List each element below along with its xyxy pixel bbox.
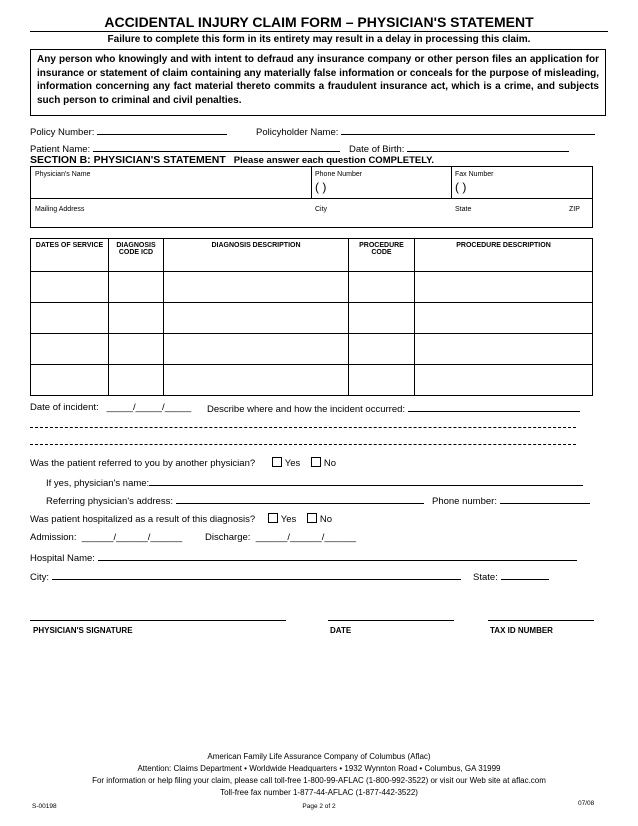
date-label: DATE [330, 626, 352, 635]
footer-fax: Toll-free fax number 1-877-44-AFLAC (1-877-442-3522) [220, 788, 418, 797]
referring-address-row: Referring physician's address: [46, 494, 424, 507]
hospitalized-yes-checkbox[interactable] [268, 513, 278, 523]
describe-incident-row: Describe where and how the incident occurred: [207, 402, 580, 415]
date-of-birth-label: Date of Birth: [349, 142, 569, 155]
fax-number-label: Fax Number [455, 171, 494, 178]
fax-number-field[interactable]: ( ) [455, 180, 467, 194]
date-of-incident-field[interactable]: _____/_____/_____ [106, 402, 192, 413]
discharge-row: Discharge: ______/______/______ [205, 532, 357, 543]
page-number: Page 2 of 2 [302, 803, 336, 810]
header-diagnosis-code: DIAGNOSIS CODE ICD [109, 239, 164, 272]
describe-incident-field[interactable] [408, 402, 580, 412]
tax-id-label: TAX ID NUMBER [490, 626, 553, 635]
describe-line-2[interactable] [30, 427, 576, 428]
table-row [31, 303, 593, 334]
hospital-name-field[interactable] [98, 551, 577, 561]
table-row [31, 334, 593, 365]
referred-yes-checkbox[interactable] [272, 457, 282, 467]
phone-number-field[interactable]: ( ) [315, 180, 327, 194]
city-label: City [315, 206, 328, 213]
section-b-heading: SECTION B: PHYSICIAN'S STATEMENT Please answer each question COMPLETELY. [30, 154, 435, 166]
form-subtitle: Failure to complete this form in its entirety may result in a delay in processing this claim. [107, 34, 531, 45]
patient-name-field[interactable] [93, 142, 340, 152]
physician-signature-line[interactable] [30, 620, 286, 621]
state-label: State [455, 206, 472, 213]
referring-address-field[interactable] [176, 494, 424, 504]
referred-question: Was the patient referred to you by another physician? Yes No [30, 458, 337, 469]
physician-name-label: Physician's Name [35, 171, 91, 178]
physician-info-box [30, 166, 593, 228]
table-row [31, 365, 593, 396]
state-row: State: [473, 570, 549, 583]
describe-line-3[interactable] [30, 444, 576, 445]
referring-physician-name-field[interactable] [149, 476, 583, 486]
mailing-address-label: Mailing Address [35, 206, 85, 213]
table-row [31, 272, 593, 303]
footer-help: For information or help filing your claim, please call toll-free 1-800-99-AFLAC (1-800-992-3522) or visit our Web site at aflac.com [92, 776, 546, 785]
referring-phone-field[interactable] [500, 494, 590, 504]
title-rule [30, 31, 608, 32]
policyholder-name-field[interactable] [341, 125, 595, 135]
hospital-city-field[interactable] [52, 570, 461, 580]
patient-name-label: Patient Name: [30, 142, 340, 155]
admission-date-field[interactable]: ______/______/______ [81, 532, 183, 543]
diagnosis-table [30, 238, 593, 396]
form-code: S-00198 [32, 803, 57, 810]
date-of-birth-field[interactable] [407, 142, 569, 152]
hospitalized-no-checkbox[interactable] [307, 513, 317, 523]
physician-signature-label: PHYSICIAN'S SIGNATURE [33, 626, 133, 635]
hospital-state-field[interactable] [501, 570, 549, 580]
discharge-date-field[interactable]: ______/______/______ [255, 532, 357, 543]
tax-id-line[interactable] [488, 620, 594, 621]
header-procedure-code: PROCEDURE CODE [349, 239, 415, 272]
fraud-warning: Any person who knowingly and with intent to defraud any insurance company or other person files an application for insurance or statement of claim containing any materially false information or conceals for the purpose of misleading, information concerning any fact material thereto commits a fraudulent insurance act, which is a crime, and subjects such person to criminal and civil penalties. [30, 49, 606, 116]
date-line[interactable] [328, 620, 454, 621]
phone-number-label: Phone Number [315, 171, 363, 178]
form-title: ACCIDENTAL INJURY CLAIM FORM – PHYSICIAN'S STATEMENT [104, 14, 534, 30]
footer-company: American Family Life Assurance Company of Columbus (Aflac) [207, 752, 431, 761]
if-yes-name-row: If yes, physician's name: [46, 476, 583, 489]
policy-number-field[interactable] [97, 125, 227, 135]
policyholder-name-label: Policyholder Name: [256, 125, 595, 138]
city-row: City: [30, 570, 461, 583]
referred-no-checkbox[interactable] [311, 457, 321, 467]
header-dates-of-service: DATES OF SERVICE [31, 239, 109, 272]
date-of-incident-row: Date of incident: _____/_____/_____ [30, 402, 192, 413]
hospitalized-question: Was patient hospitalized as a result of this diagnosis? Yes No [30, 514, 333, 525]
footer-address: Attention: Claims Department • Worldwide Headquarters • 1932 Wynnton Road • Columbus, GA 31999 [137, 764, 501, 773]
header-procedure-description: PROCEDURE DESCRIPTION [415, 239, 593, 272]
hospital-name-row: Hospital Name: [30, 551, 577, 564]
policy-number-label: Policy Number: [30, 125, 227, 138]
form-version: 07/08 [578, 800, 595, 807]
referring-phone-row: Phone number: [432, 494, 590, 507]
header-diagnosis-description: DIAGNOSIS DESCRIPTION [164, 239, 349, 272]
zip-label: ZIP [569, 206, 580, 213]
admission-row: Admission: ______/______/______ [30, 532, 183, 543]
